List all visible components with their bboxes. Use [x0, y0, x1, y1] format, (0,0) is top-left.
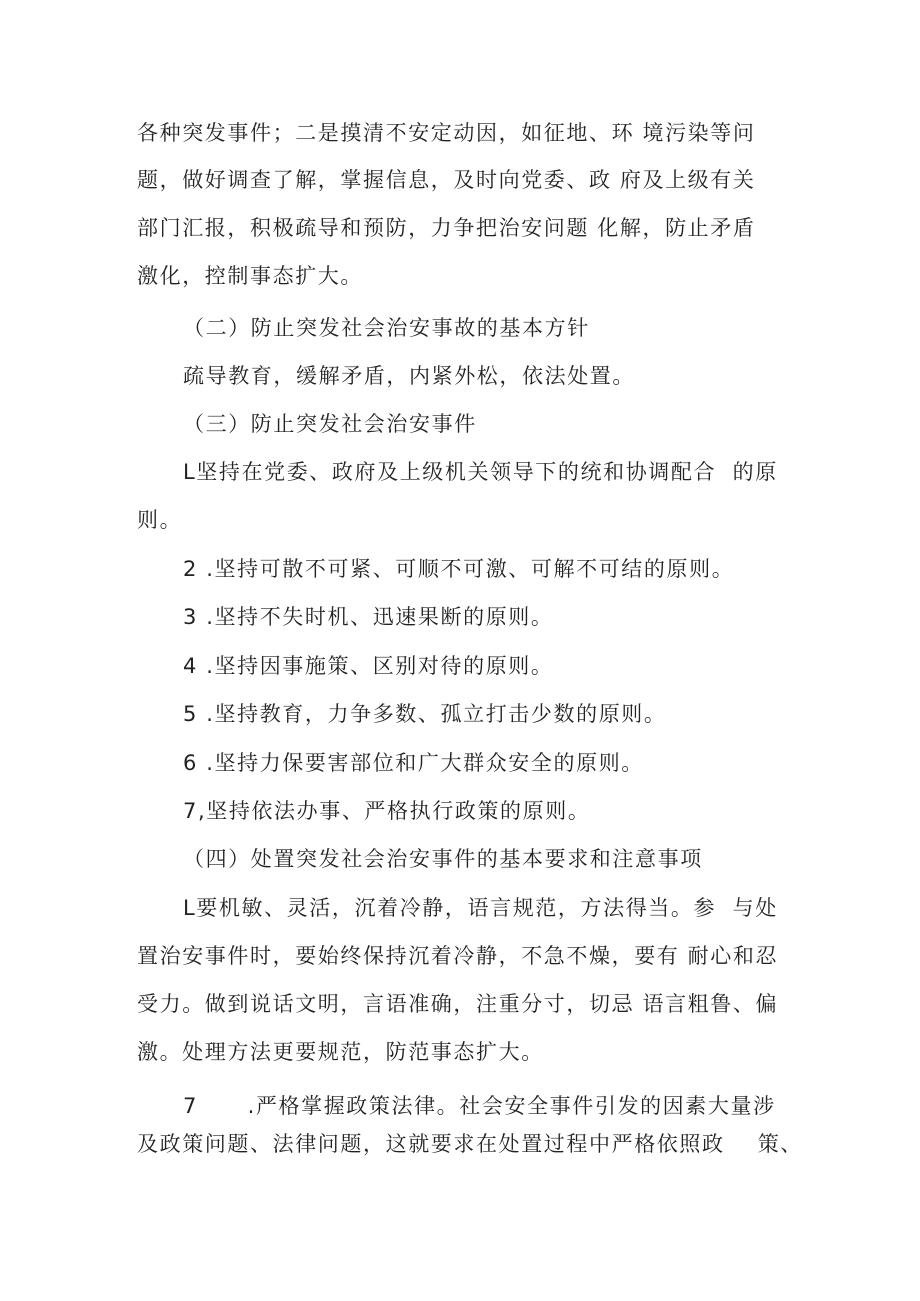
list-item-4: 4 .坚持因事施策、区别对待的原则。 — [183, 654, 554, 678]
requirement-1-cont-3: 激。处理方法更要规范，防范事态扩大。 — [137, 1040, 544, 1064]
requirement-2: 7 .严格掌握政策法律。社会安全事件引发的因素大量涉 — [183, 1094, 776, 1118]
text-line-3: 部门汇报，积极疏导和预防，力争把治安问题 化解，防止矛盾 — [137, 216, 756, 240]
requirement-1-cont-1: 置治安事件时，要始终保持沉着冷静，不急不燥，要有 耐心和忍 — [137, 944, 779, 968]
text-line-2: 题，做好调查了解，掌握信息，及时向党委、政 府及上级有关 — [137, 168, 756, 192]
text-line-policy: 疏导教育，缓解矛盾，内紧外松，依法处置。 — [183, 364, 635, 388]
requirement-2-cont: 及政策问题、法律问题，这就要求在处置过程中严格依照政 策、 — [137, 1132, 803, 1156]
list-item-6: 6 .坚持力保要害部位和广大群众安全的原则。 — [183, 751, 644, 775]
list-item-5: 5 .坚持教育，力争多数、孤立打击少数的原则。 — [183, 702, 667, 726]
section-heading-2: （二）防止突发社会治安事故的基本方针 — [183, 316, 590, 340]
list-item-3: 3 .坚持不失时机、迅速果断的原则。 — [183, 605, 554, 629]
text-line-1: 各种突发事件；二是摸清不安定动因，如征地、环 境污染等问 — [137, 121, 756, 145]
list-item-1-cont: 则。 — [137, 508, 183, 532]
list-item-1: L坚持在党委、政府及上级机关领导下的统和协调配合 的原 — [183, 460, 778, 484]
list-item-2: 2 .坚持可散不可紧、可顺不可激、可解不可结的原则。 — [183, 557, 735, 581]
requirement-1-cont-2: 受力。做到说话文明，言语准确，注重分寸，切忌 语言粗鲁、偏 — [137, 992, 779, 1016]
list-item-7: 7,坚持依法办事、严格执行政策的原则。 — [183, 799, 591, 823]
requirement-1: L要机敏、灵活，沉着冷静，语言规范，方法得当。参 与处 — [183, 896, 778, 920]
section-heading-3: （三）防止突发社会治安事件 — [183, 412, 477, 436]
text-line-4: 激化，控制事态扩大。 — [137, 264, 363, 288]
section-heading-4: （四）处置突发社会治安事件的基本要求和注意事项 — [183, 847, 703, 871]
